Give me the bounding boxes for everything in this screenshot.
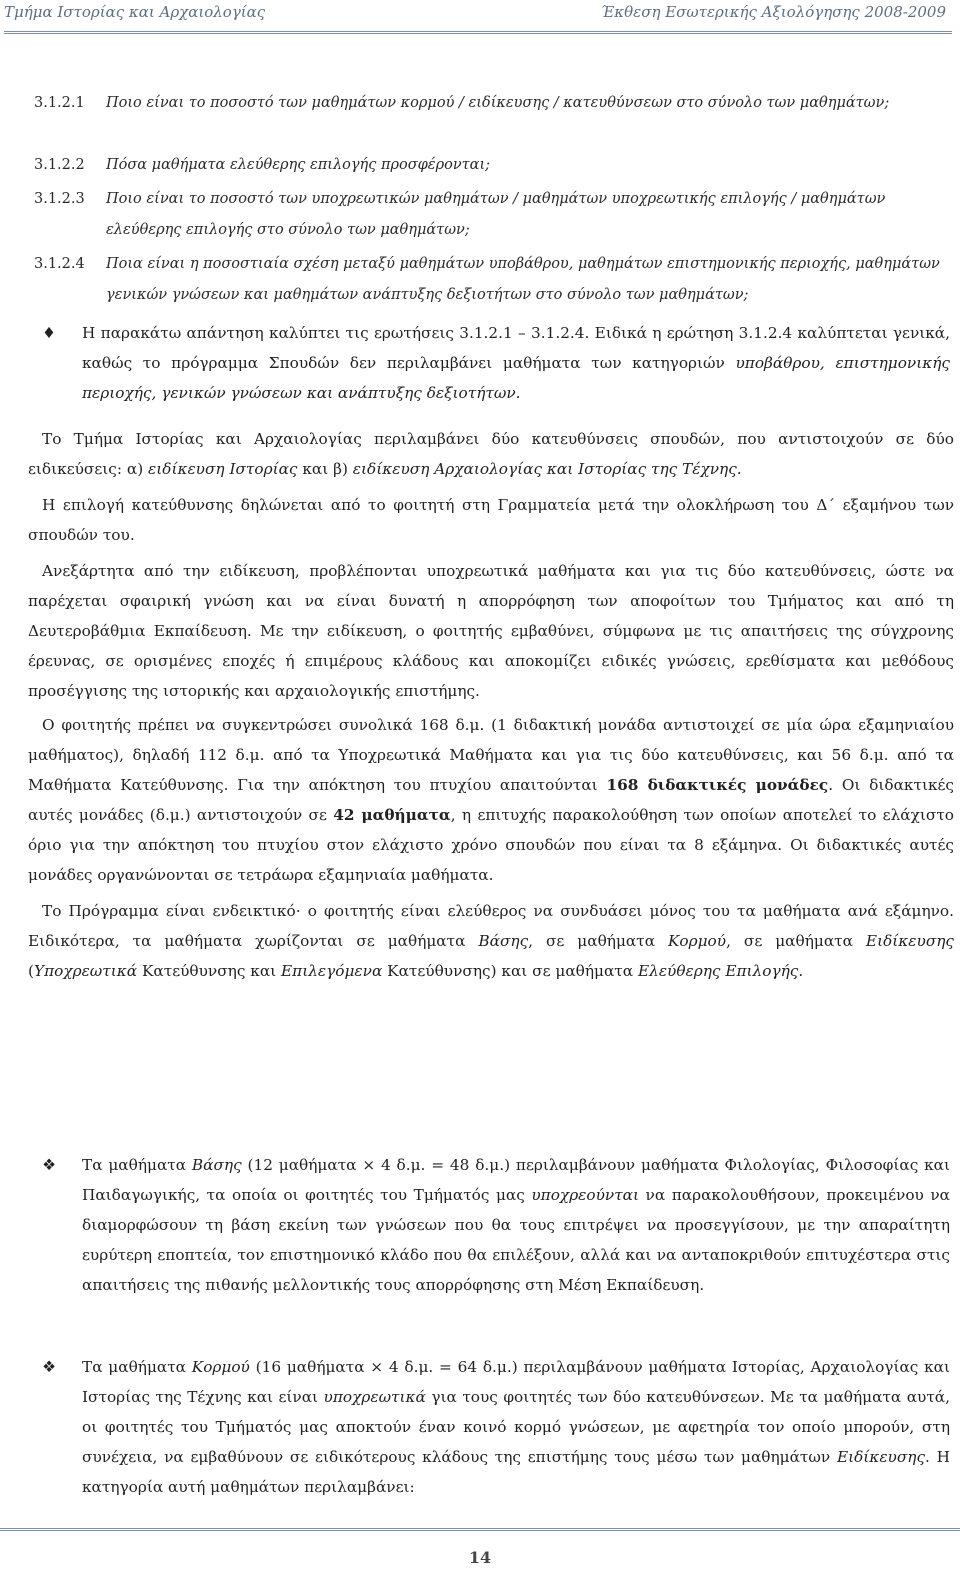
question-number: 3.1.2.2	[34, 157, 85, 173]
header-rule	[4, 31, 952, 34]
diamond-cluster-bullet-icon: ❖	[42, 1156, 56, 1174]
diamond-bullet-icon: ♦	[42, 324, 56, 342]
paragraph: Ανεξάρτητα από την ειδίκευση, προβλέπονται υποχρεωτικά μαθήματα και για τις δύο κατευθύνσεις, ώστε να παρέχεται σφαιρική γνώση και να είναι δυνατή η απορρόφηση των αποφοίτων του Τμήματος και από τη Δευτεροβάθμια Εκπαίδευση. Με την ειδίκευση, ο φοιτητής εμβαθύνει, σύμφωνα με τις απαιτήσεις της σύγχρονης έρευνας, σε ορισμένες εποχές ή επιμέρους κλάδους και αποκομίζει ειδικές γνώσεις, ερεθίσματα και μεθόδους προσέγγισης της ιστορικής και αρχαιολογικής επιστήμης.	[28, 562, 954, 700]
page-header	[0, 0, 960, 34]
paragraph: Το Τμήμα Ιστορίας και Αρχαιολογίας περιλαμβάνει δύο κατευθύνσεις σπουδών, που αντιστοιχούν σε δύο ειδικεύσεις: α) ειδίκευση Ιστορίας και β) ειδίκευση Αρχαιολογίας και Ιστορίας της Τέχνης.	[28, 430, 954, 478]
question-text: Πόσα μαθήματα ελεύθερης επιλογής προσφέρονται;	[106, 157, 491, 173]
question-text: Ποιο είναι το ποσοστό των μαθημάτων κορμού / ειδίκευσης / κατευθύνσεων στο σύνολο των μαθημάτων;	[106, 95, 890, 111]
question-number: 3.1.2.3	[34, 191, 85, 207]
body-text	[28, 424, 954, 986]
question-text: Ποια είναι η ποσοστιαία σχέση μεταξύ μαθημάτων υποβάθρου, μαθημάτων επιστημονικής περιοχής, μαθημάτων γενικών γνώσεων και μαθημάτων ανάπτυξης δεξιοτήτων στο σύνολο των μαθημάτων;	[106, 256, 940, 303]
header-report-title: Έκθεση Εσωτερικής Αξιολόγησης 2008-2009	[600, 3, 946, 21]
paragraph: Η επιλογή κατεύθυνσης δηλώνεται από το φοιτητή στη Γραμματεία μετά την ολοκλήρωση του Δ΄ εξαμήνου των σπουδών του.	[28, 496, 954, 544]
question-number: 3.1.2.4	[34, 256, 85, 272]
header-department: Τμήμα Ιστορίας και Αρχαιολογίας	[4, 3, 266, 21]
question-item	[34, 88, 950, 119]
paragraph: Ο φοιτητής πρέπει να συγκεντρώσει συνολικά 168 δ.μ. (1 διδακτική μονάδα αντιστοιχεί σε μία ώρα εξαμηνιαίου μαθήματος), δηλαδή 112 δ.μ. από τα Υποχρεωτικά Μαθήματα και για τις δύο κατευθύνσεις, και 56 δ.μ. από τα Μαθήματα Κατεύθυνσης. Για την απόκτηση του πτυχίου απαιτούνται 168 διδακτικές μονάδες. Οι διδακτικές αυτές μονάδες (δ.μ.) αντιστοιχούν σε 42 μαθήματα, η επιτυχής παρακολούθηση των οποίων αποτελεί το ελάχιστο όριο για την απόκτηση του πτυχίου στον ελάχιστο χρόνο σπουδών που είναι τα 8 εξάμηνα. Οι διδακτικές αυτές μονάδες οργανώνονται σε τετράωρα εξαμηνιαία μαθήματα.	[28, 716, 955, 884]
list-item: ❖ Τα μαθήματα Κορμού (16 μαθήματα × 4 δ.μ. = 64 δ.μ.) περιλαμβάνουν μαθήματα Ιστορίας, Αρχαιολογίας και Ιστορίας της Τέχνης και είναι υποχρεωτικά για τους φοιτητές των δύο κατευθύνσεων. Με τα μαθήματα αυτά, οι φοιτητές του Τμήματός μας αποκτούν έναν κοινό κορμό γνώσεων, με αφετηρία τον οποίο μπορούν, στη συνέχεια, να εμβαθύνουν σε ειδικότερους κλάδους της επιστήμης τους μέσω των μαθημάτων Ειδίκευσης. Η κατηγορία αυτή μαθημάτων περιλαμβάνει:	[34, 1352, 950, 1502]
answer-bullet	[34, 318, 950, 408]
question-number: 3.1.2.1	[34, 95, 85, 111]
diamond-cluster-bullet-icon: ❖	[42, 1358, 56, 1376]
list-item: ❖ Τα μαθήματα Βάσης (12 μαθήματα × 4 δ.μ. = 48 δ.μ.) περιλαμβάνουν μαθήματα Φιλολογίας, Φιλοσοφίας και Παιδαγωγικής, τα οποία οι φοιτητές του Τμήματός μας υποχρεούνται να παρακολουθήσουν, προκειμένου να διαμορφώσουν τη βάση εκείνη των γνώσεων που θα τους επιτρέψει να προσεγγίσουν, με την απαραίτητη ευρύτερη εποπτεία, τον επιστημονικό κλάδο που θα επιλέξουν, αλλά και να ανταποκριθούν επιτυχέστερα στις απαιτήσεις της πιθανής μελλοντικής τους απορρόφησης στη Μέση Εκπαίδευση.	[34, 1150, 950, 1300]
question-item	[34, 150, 950, 181]
page-number: 14	[468, 1548, 492, 1567]
question-item	[34, 249, 950, 311]
footer-rule	[0, 1528, 960, 1531]
question-text: Ποιο είναι το ποσοστό των υποχρεωτικών μαθημάτων / μαθημάτων υποχρεωτικής επιλογής / μαθημάτων ελεύθερης επιλογής στο σύνολο των μαθημάτων;	[106, 191, 886, 238]
paragraph: Το Πρόγραμμα είναι ενδεικτικό· ο φοιτητής είναι ελεύθερος να συνδυάσει μόνος του τα μαθήματα ανά εξάμηνο. Ειδικότερα, τα μαθήματα χωρίζονται σε μαθήματα Βάσης, σε μαθήματα Κορμού, σε μαθήματα Ειδίκευσης (Υποχρεωτικά Κατεύθυνσης και Επιλεγόμενα Κατεύθυνσης) και σε μαθήματα Ελεύθερης Επιλογής.	[28, 902, 954, 980]
answer-text: Η παρακάτω απάντηση καλύπτει τις ερωτήσεις 3.1.2.1 – 3.1.2.4. Ειδικά η ερώτηση 3.1.2.4 καλύπτεται γενικά, καθώς το πρόγραμμα Σπουδών δεν περιλαμβάνει μαθήματα των κατηγοριών υποβάθρου, επιστημονικής περιοχής, γενικών γνώσεων και ανάπτυξης δεξιοτήτων.	[82, 324, 950, 402]
question-item	[34, 184, 950, 246]
